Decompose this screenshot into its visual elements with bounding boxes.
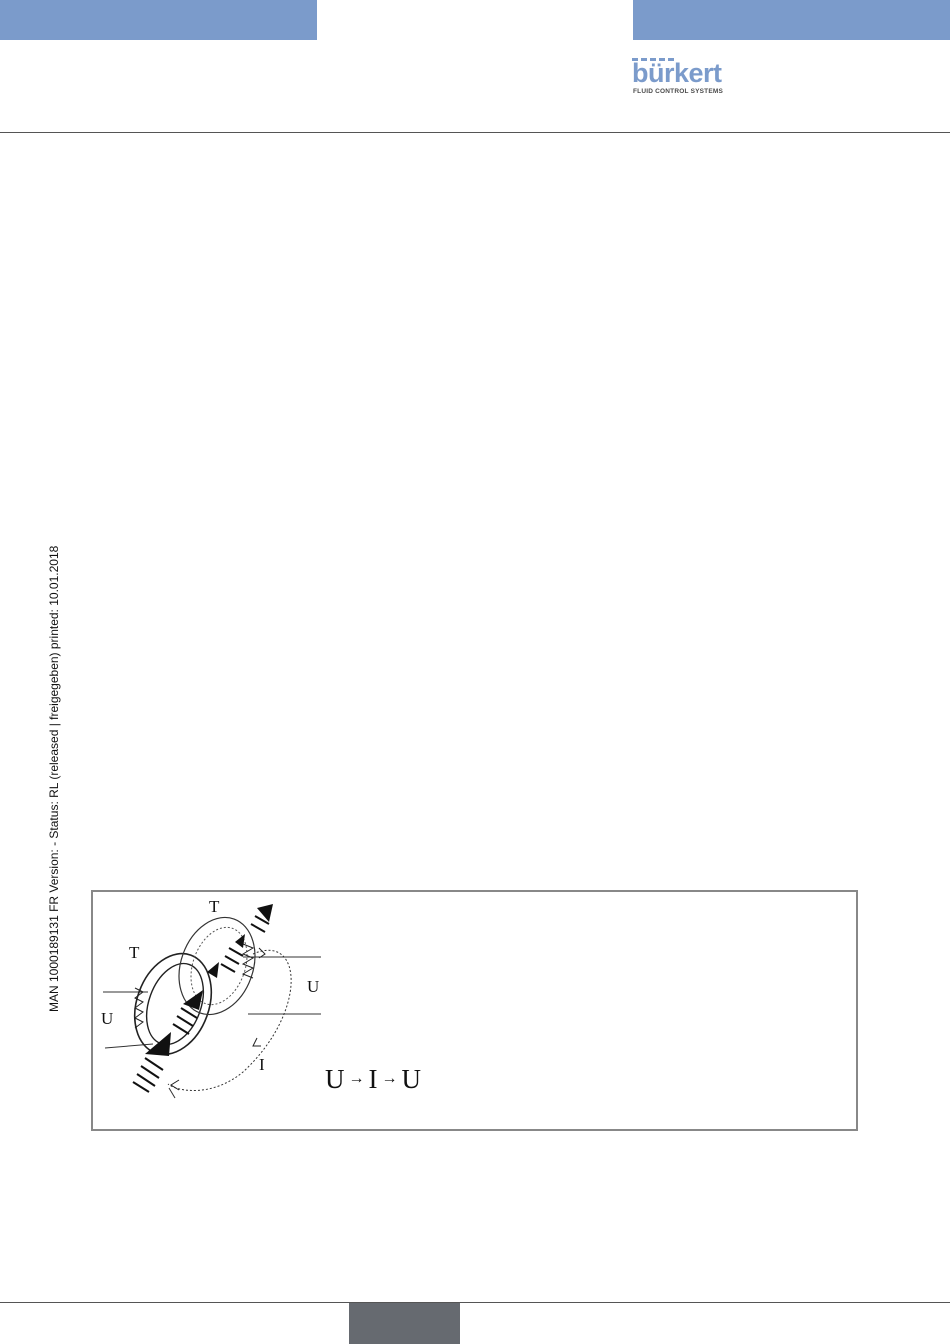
logo-tagline: FLUID CONTROL SYSTEMS [633,88,724,95]
label-u-left: U [101,1009,114,1028]
flow-arrowhead-4 [235,934,245,948]
formula-arrow-1: → [348,1070,365,1087]
logo-wordmark: bürkert [632,58,722,88]
current-loop [168,950,291,1090]
header-rule [0,132,950,133]
loop-arrow-mid [253,1038,261,1046]
transformer-diagram [93,892,856,1129]
coil-right [243,944,253,978]
figure-frame [91,890,858,1131]
formula-term-2: I [368,1064,378,1094]
flow-arrow-hatching [133,916,269,1092]
label-u-right: U [307,977,320,996]
tick-mark [169,1088,175,1098]
formula-term-1: U [325,1064,345,1094]
toroid-left-inner [136,956,214,1053]
document-status-note: MAN 1000189131 FR Version: - Status: RL (released | freigegeben) printed: 10.01.2018 [47,545,61,1012]
conversion-formula [325,1064,421,1094]
formula-arrow-2: → [381,1070,398,1087]
footer-rule [0,1302,950,1303]
formula-term-3: U [401,1064,421,1094]
header-band-right [633,0,950,40]
header-band-left [0,0,317,40]
label-current-i: I [259,1055,265,1074]
label-t-left: T [129,943,140,962]
loop-arrow-bottom [171,1080,179,1090]
label-t-right: T [209,897,220,916]
page-number-tab [349,1303,460,1344]
flow-arrowhead-2 [183,990,203,1010]
